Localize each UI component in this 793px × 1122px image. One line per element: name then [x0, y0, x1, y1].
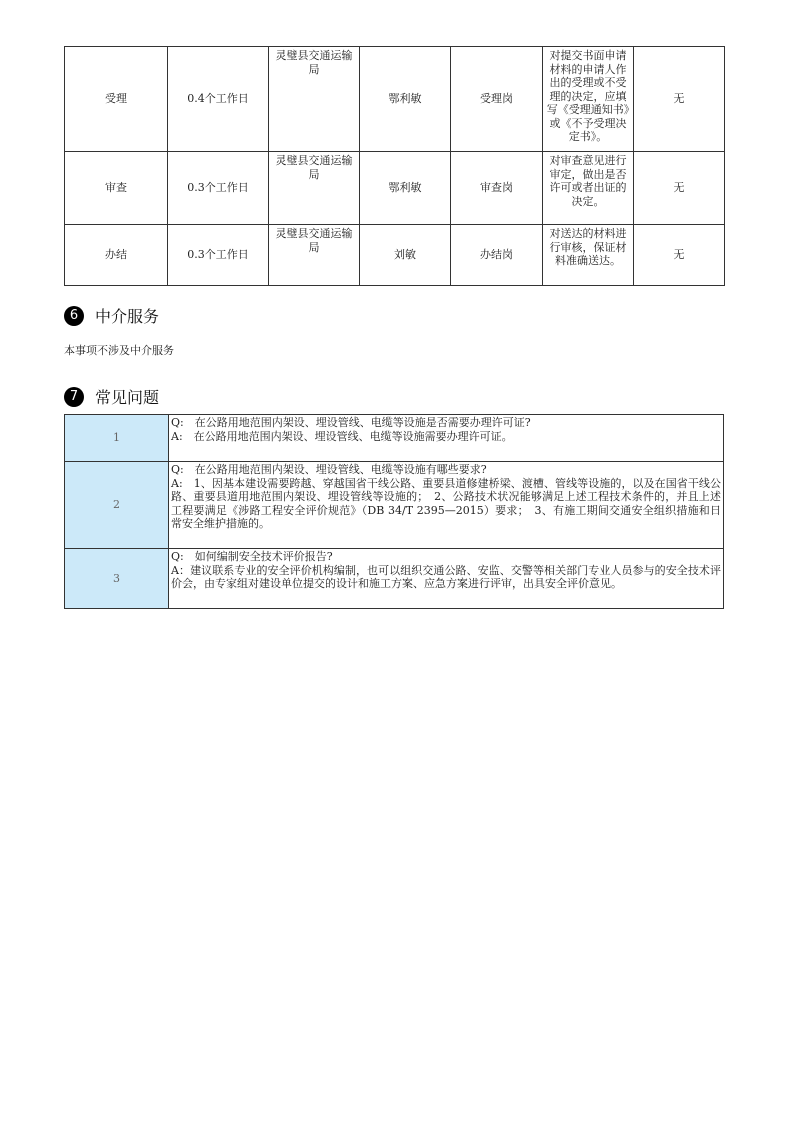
- section-intermediary-services: [64, 304, 159, 327]
- time-cell: 0.3个工作日: [168, 225, 269, 286]
- faq-index: 3: [65, 549, 169, 609]
- dept-cell: 灵璧县交通运输局: [269, 152, 360, 225]
- dept-cell: 灵璧县交通运输局: [269, 225, 360, 286]
- post-cell: 办结岗: [451, 225, 543, 286]
- faq-content: [169, 462, 724, 549]
- dept-cell: 灵璧县交通运输局: [269, 47, 360, 152]
- faq-answer: A: 在公路用地范围内架设、埋设管线、电缆等设施需要办理许可证。: [171, 429, 513, 443]
- duty-cell: 对提交书面申请材料的申请人作出的受理或不受理的决定，应填写《受理通知书》或《不予受理决定书》。: [543, 47, 634, 152]
- intermediary-note: 本事项不涉及中介服务: [64, 344, 174, 357]
- faq-answer: A: 1、因基本建设需要跨越、穿越国省干线公路、重要县道修建桥梁、渡槽、管线等设施的，以及在国省干线公路、重要县道用地范围内架设、埋设管线等设施的； 2、公路技术状况能够满足上述工程技术条件的，并且上述工程要满足《涉路工程安全评价规范》（DB 34/T 2395—2015）要求； 3、有施工期间交通安全组织措施和日常安全维护措施的。: [171, 476, 721, 530]
- duty-cell: 对送达的材料进行审核，保证材料准确送达。: [543, 225, 634, 286]
- post-cell: 审查岗: [451, 152, 543, 225]
- duty-cell: 对审查意见进行审定，做出是否许可或者出证的决定。: [543, 152, 634, 225]
- faq-question: Q: 如何编制安全技术评价报告?: [171, 550, 333, 563]
- faq-index: 1: [65, 415, 169, 462]
- section-title: 常见问题: [95, 388, 160, 407]
- step-cell: 受理: [65, 47, 168, 152]
- faq-row: [65, 462, 724, 549]
- faq-content: [169, 415, 724, 462]
- faq-index: 2: [65, 462, 169, 549]
- remark-cell: 无: [634, 47, 725, 152]
- faq-content: [169, 549, 724, 609]
- section-title: 中介服务: [95, 307, 160, 326]
- faq-answer: A：建议联系专业的安全评价机构编制，也可以组织交通公路、安监、交警等相关部门专业人员参与的安全技术评价会，由专家组对建设单位提交的设计和施工方案、应急方案进行评审，出具安全评价意见。: [171, 563, 721, 590]
- process-table: [64, 46, 725, 286]
- table-row: [65, 225, 725, 286]
- faq-table: [64, 414, 724, 609]
- faq-row: [65, 549, 724, 609]
- section-number-badge: 6: [64, 306, 84, 326]
- faq-question: Q: 在公路用地范围内架设、埋设管线、电缆等设施有哪些要求?: [171, 463, 487, 476]
- remark-cell: 无: [634, 152, 725, 225]
- table-row: [65, 47, 725, 152]
- person-cell: 鄂利敏: [360, 47, 451, 152]
- step-cell: 办结: [65, 225, 168, 286]
- faq-row: [65, 415, 724, 462]
- post-cell: 受理岗: [451, 47, 543, 152]
- time-cell: 0.4个工作日: [168, 47, 269, 152]
- remark-cell: 无: [634, 225, 725, 286]
- faq-question: Q: 在公路用地范围内架设、埋设管线、电缆等设施是否需要办理许可证?: [171, 416, 531, 429]
- time-cell: 0.3个工作日: [168, 152, 269, 225]
- person-cell: 刘敏: [360, 225, 451, 286]
- step-cell: 审查: [65, 152, 168, 225]
- section-number-badge: 7: [64, 387, 84, 407]
- person-cell: 鄂利敏: [360, 152, 451, 225]
- table-row: [65, 152, 725, 225]
- section-faq: [64, 385, 159, 408]
